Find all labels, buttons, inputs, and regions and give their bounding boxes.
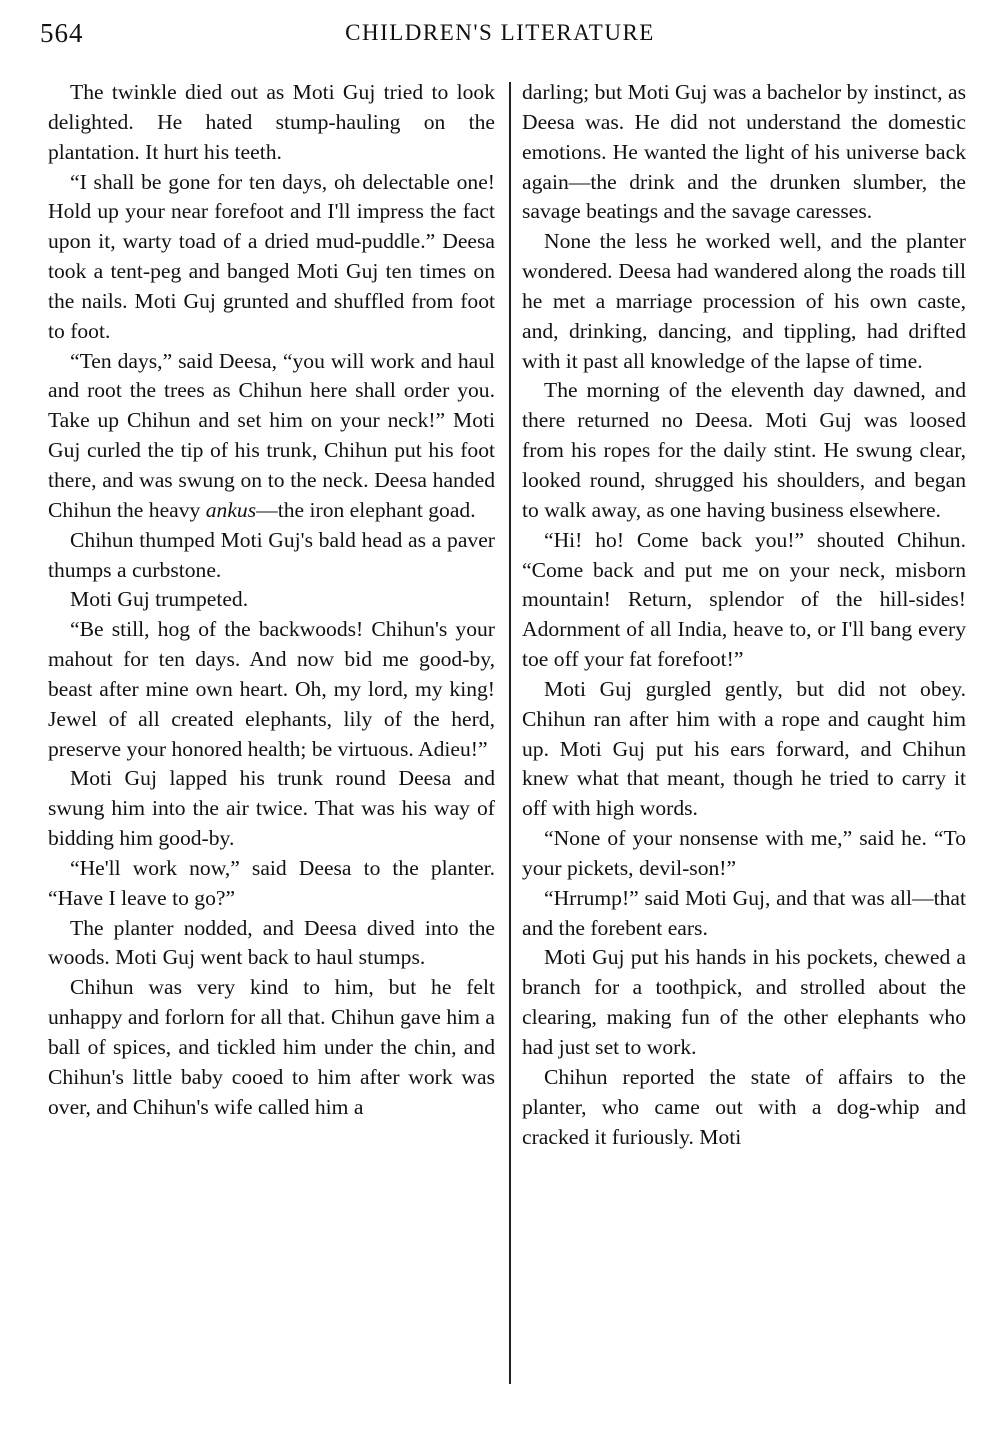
paragraph: “Be still, hog of the backwoods! Chihun's your mahout for ten days. And now bid me good-by, beast after mine own heart. Oh, my lord, my king! Jewel of all created elephants, lily of the herd, preserve your honored health; be virtuous. Adieu!”: [48, 617, 495, 761]
paragraph: Chihun was very kind to him, but he felt unhappy and forlorn for all that. Chihun gave him a ball of spices, and tickled him under the chin, and Chihun's little baby cooed to him after work was over, and Chihun's wife called him a: [48, 975, 495, 1119]
paragraph: The morning of the eleventh day dawned, and there returned no Deesa. Moti Guj was loosed from his ropes for the daily stint. He swung clear, looked round, shrugged his shoulders, and began to walk away, as one having business elsewhere.: [522, 378, 966, 522]
paragraph: “Hi! ho! Come back you!” shouted Chihun. “Come back and put me on your neck, misborn mountain! Return, splendor of the hill-sides! Adornment of all India, heave to, or I'll bang every toe off your fat forefoot!”: [522, 527, 966, 672]
paragraph: “None of your nonsense with me,” said he. “To your pickets, devil-son!”: [522, 826, 966, 880]
page-number: 564: [40, 18, 84, 48]
paragraph: Moti Guj put his hands in his pockets, chewed a branch for a toothpick, and strolled about the clearing, making fun of the other elephants who had just set to work.: [522, 945, 966, 1059]
paragraph: [48, 347, 495, 526]
paragraph-text: “Ten days,” said Deesa, “you will work and haul and root the trees as Chihun here shall order you. Take up Chihun and set him on your neck!” Moti Guj curled the tip of his trunk, Chihun put his foot there, and was swung on to the neck. Deesa handed Chihun the heavy: [48, 348, 495, 522]
paragraph: The planter nodded, and Deesa dived into the woods. Moti Guj went back to haul stumps.: [48, 915, 495, 970]
paragraph-text: —the iron elephant goad.: [256, 497, 476, 522]
paragraph: Chihun thumped Moti Guj's bald head as a paver thumps a curbstone.: [48, 527, 495, 582]
paragraph: Moti Guj lapped his trunk round Deesa and swung him into the air twice. That was his way of bidding him good-by.: [48, 766, 495, 851]
paragraph: Moti Guj gurgled gently, but did not obey. Chihun ran after him with a rope and caught him up. Moti Guj put his ears forward, and Chihun knew what that meant, though he tried to carry it off with high words.: [522, 676, 966, 821]
paragraph: Moti Guj trumpeted.: [70, 587, 249, 612]
paragraph: darling; but Moti Guj was a bachelor by instinct, as Deesa was. He did not understand the domestic emotions. He wanted the light of his universe back again—the drink and the drunken slumber, the savage beatings and the savage caresses.: [522, 80, 966, 224]
italic-word: ankus: [205, 497, 257, 522]
paragraph: “Hrrump!” said Moti Guj, and that was all—that and the forebent ears.: [522, 885, 966, 940]
page-header: [0, 18, 1000, 58]
column-divider: [509, 82, 511, 1384]
left-column: [48, 78, 495, 1123]
paragraph: Chihun reported the state of affairs to the planter, who came out with a dog-whip and cracked it furiously. Moti: [522, 1064, 966, 1149]
right-column: [522, 78, 966, 1152]
paragraph: “I shall be gone for ten days, oh delectable one! Hold up your near forefoot and I'll impress the fact upon it, warty toad of a dried mud-puddle.” Deesa took a tent-peg and banged Moti Guj ten times on the nails. Moti Guj grunted and shuffled from foot to foot.: [48, 169, 495, 343]
running-title: CHILDREN'S LITERATURE: [345, 20, 655, 45]
paragraph: “He'll work now,” said Deesa to the planter. “Have I leave to go?”: [48, 855, 495, 910]
paragraph: None the less he worked well, and the planter wondered. Deesa had wandered along the roads till he met a marriage procession of his own caste, and, drinking, dancing, and tippling, had drifted with it past all knowledge of the lapse of time.: [522, 229, 966, 373]
paragraph: The twinkle died out as Moti Guj tried to look delighted. He hated stump-hauling on the plantation. It hurt his teeth.: [48, 80, 495, 164]
